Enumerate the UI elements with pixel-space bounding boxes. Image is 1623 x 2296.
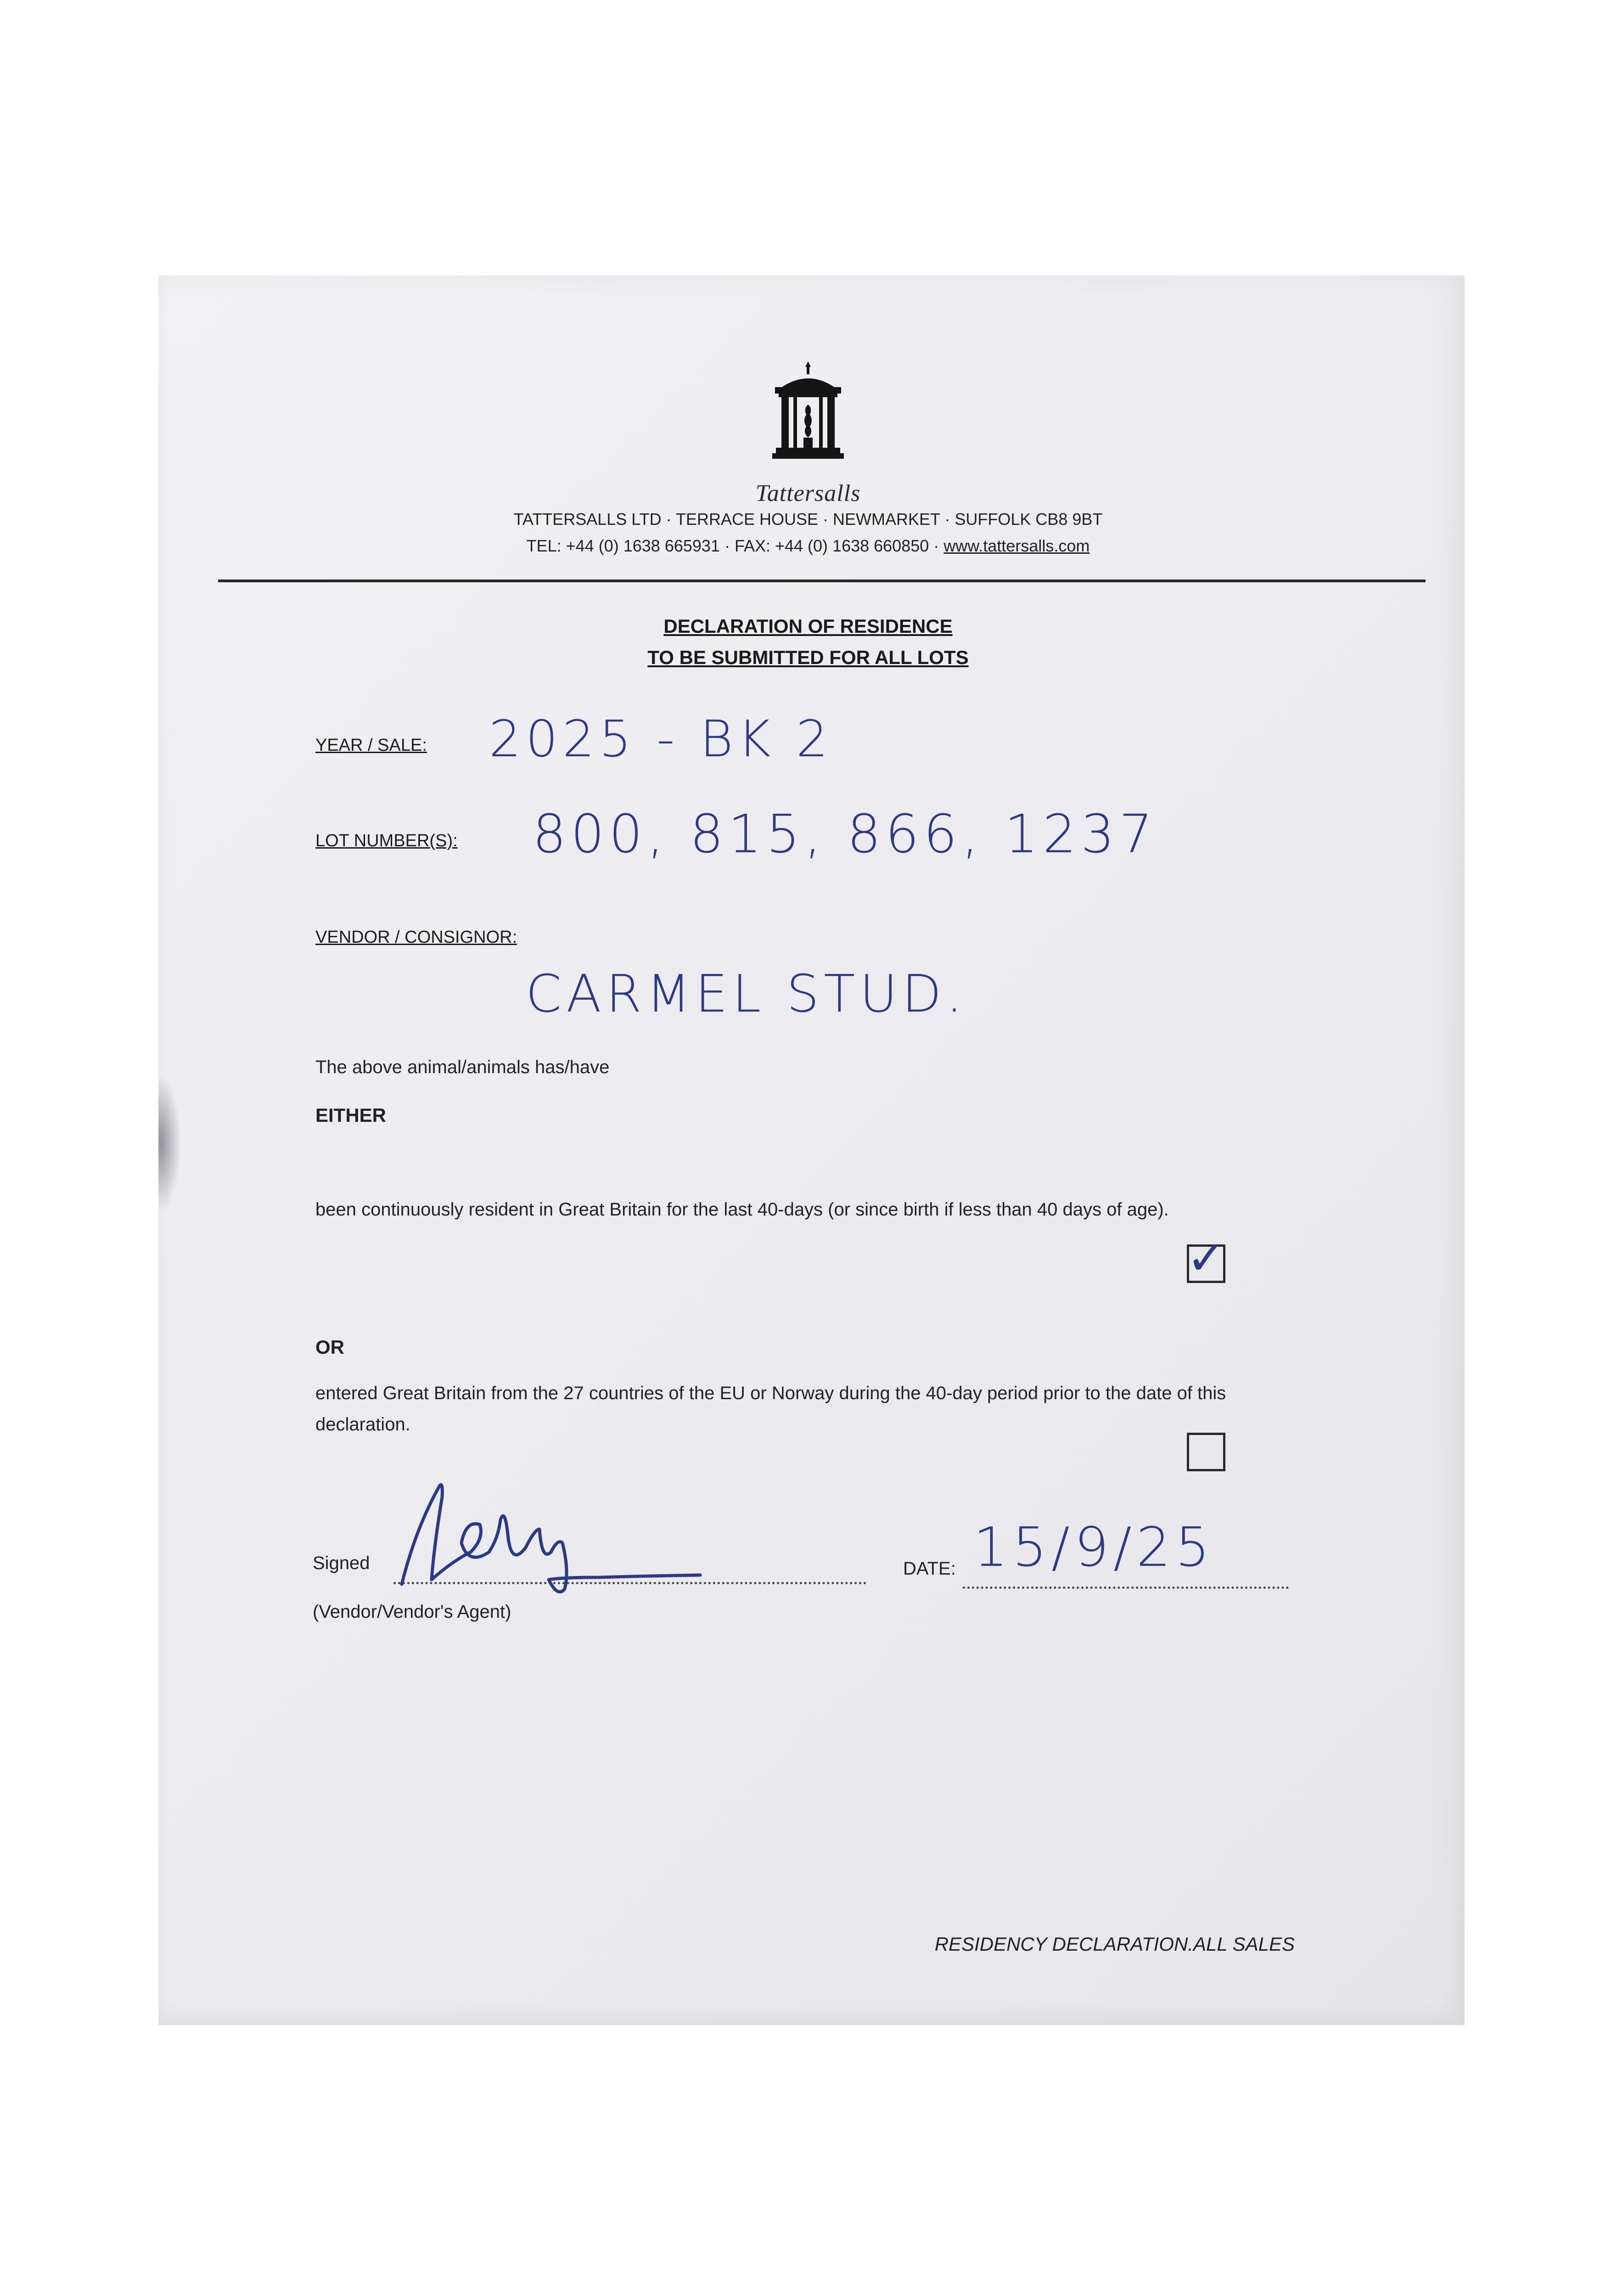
date-value[interactable]: 15/9/25 [973,1515,1214,1579]
edge-shadow [158,1075,181,1212]
brand-name: Tattersalls [755,480,861,506]
option-2-checkbox[interactable] [1187,1433,1225,1471]
option-2-text: entered Great Britain from the 27 countries of the EU or Norway during the 40-day period prior to the date of this declaration. [315,1383,1226,1435]
form-title-line-2: TO BE SUBMITTED FOR ALL LOTS [647,647,969,668]
form-title-line-1: DECLARATION OF RESIDENCE [663,615,953,637]
form-code-footer: RESIDENCY DECLARATION.ALL SALES [934,1933,1295,1955]
header-divider [218,580,1426,582]
year-sale-value[interactable]: 2025 - BK 2 [489,709,833,768]
website-link[interactable]: www.tattersalls.com [943,536,1090,555]
vendor-label: VENDOR / CONSIGNOR: [315,928,517,947]
company-contact [342,536,1274,556]
year-sale-label: YEAR / SALE: [315,736,427,755]
or-label: OR [315,1336,344,1358]
option-1-checkbox[interactable] [1186,1230,1227,1286]
contact-numbers: TEL: +44 (0) 1638 665931 · FAX: +44 (0) 1638 660850 · [526,536,944,555]
lot-numbers-value[interactable]: 800, 815, 866, 1237 [533,804,1157,865]
signed-label: Signed [313,1553,370,1573]
declaration-form-sheet [158,276,1465,2025]
check-icon: ✓ [1186,1230,1227,1286]
date-line [963,1587,1289,1589]
option-1-text: been continuously resident in Great Britain for the last 40-days (or since birth if less than 40 days of age). [315,1199,1169,1220]
form-title [526,611,1090,673]
vendor-value[interactable]: CARMEL STUD. [526,964,967,1024]
date-label: DATE: [903,1559,956,1579]
signature-mark [388,1469,709,1603]
company-address: TATTERSALLS LTD · TERRACE HOUSE · NEWMARKET · SUFFOLK CB8 9BT [513,510,1103,529]
either-label: EITHER [315,1104,387,1126]
intro-text: The above animal/animals has/have [315,1057,610,1077]
signed-sublabel: (Vendor/Vendor's Agent) [313,1602,511,1622]
tattersalls-logo-icon [762,360,854,459]
lot-numbers-label: LOT NUMBER(S): [315,831,458,850]
